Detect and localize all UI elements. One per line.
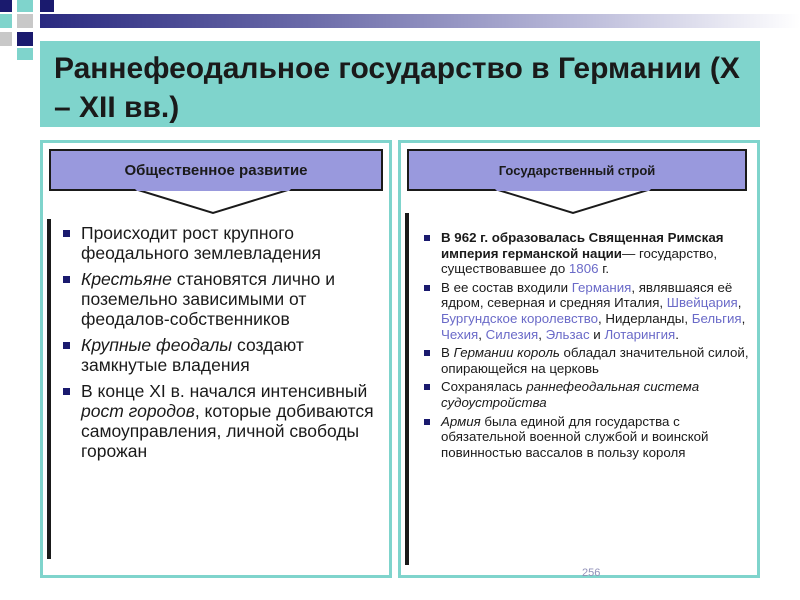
bullet-icon: [63, 276, 70, 283]
list-item: Крупные феодалы создают замкнутые владения: [81, 335, 387, 375]
state-structure-panel: [398, 140, 760, 578]
down-arrow-icon: [493, 189, 653, 215]
corner-square: [0, 32, 12, 46]
bullet-icon: [63, 342, 70, 349]
panel-header: Общественное развитие: [49, 149, 383, 191]
list-item: В конце XI в. начался интенсивный рост городов, которые добиваются самоуправления, личной свободы горожан: [81, 381, 387, 461]
bullet-icon: [63, 230, 70, 237]
social-development-panel: [40, 140, 392, 578]
social-list: [81, 223, 387, 467]
bullet-icon: [424, 350, 430, 356]
top-gradient-bar: [40, 14, 800, 28]
corner-square: [17, 14, 33, 28]
bullet-icon: [424, 419, 430, 425]
list-item: Происходит рост крупного феодального землевладения: [81, 223, 387, 263]
bullet-icon: [424, 384, 430, 390]
list-bracket: [47, 219, 51, 559]
panel-header: Государственный строй: [407, 149, 747, 191]
corner-square: [40, 0, 54, 12]
page-number: 256: [582, 567, 601, 579]
corner-square: [0, 0, 12, 12]
state-list: [441, 230, 759, 463]
list-item: В 962 г. образовалась Священная Римская империя германской нации— государство, существовавшее до 1806 г.: [441, 230, 759, 277]
slide-title: Раннефеодальное государство в Германии (X – XII вв.): [54, 52, 740, 124]
list-item: Армия была единой для государства с обязательной военной службой и воинской повинностью вассалов в пользу короля: [441, 414, 759, 461]
down-arrow-icon: [133, 189, 293, 215]
title-banner: [40, 41, 760, 127]
corner-square: [17, 32, 33, 46]
corner-square: [17, 0, 33, 12]
list-item: Сохранялась раннефеодальная система судоустройства: [441, 379, 759, 410]
list-item: В ее состав входили Германия, являвшаяся её ядром, северная и средняя Италия, Швейцария, Бургундское королевство, Нидерланды, Бельгия, Чехия, Силезия, Эльзас и Лотарингия.: [441, 280, 759, 342]
list-bracket: [405, 213, 409, 565]
corner-square: [0, 14, 12, 28]
bullet-icon: [424, 235, 430, 241]
corner-square: [17, 48, 33, 60]
bullet-icon: [424, 285, 430, 291]
bullet-icon: [63, 388, 70, 395]
list-item: В Германии король обладал значительной силой, опирающейся на церковь: [441, 345, 759, 376]
list-item: Крестьяне становятся лично и поземельно зависимыми от феодалов-собственников: [81, 269, 387, 329]
